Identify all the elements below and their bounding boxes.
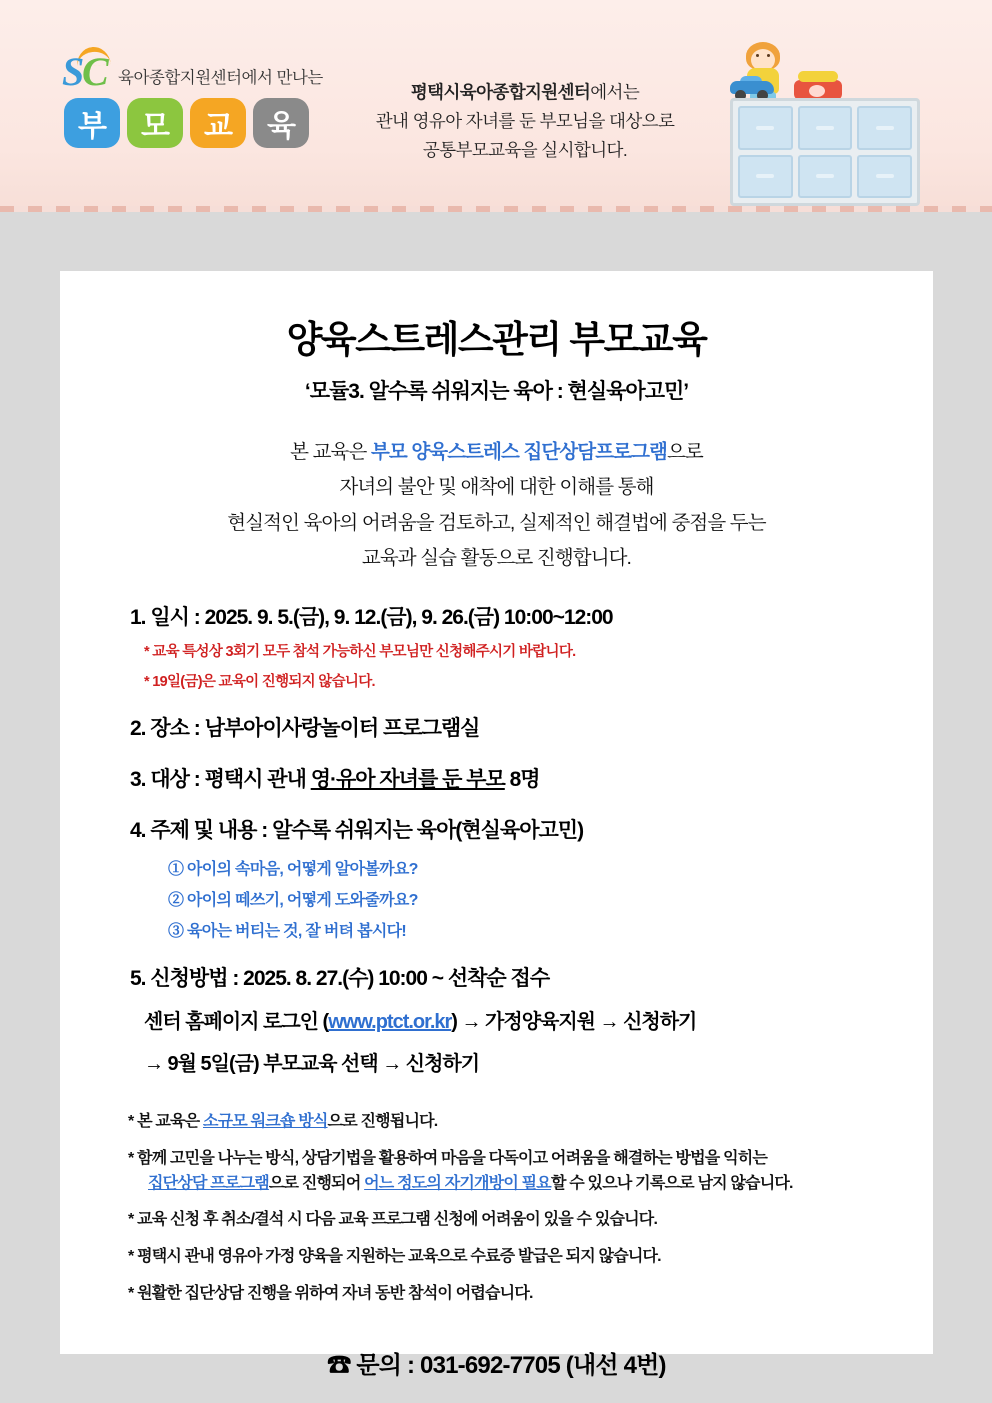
header-divider-stripe: [0, 206, 992, 212]
center-logo: [62, 50, 372, 148]
logo-bubbles: [64, 98, 372, 148]
intro-line-3: 현실적인 육아의 어려움을 검토하고, 실제적인 해결법에 중점을 두는: [227, 511, 766, 534]
logo-top-row: [62, 50, 372, 92]
detail-items: [106, 601, 887, 1076]
item-4-number: 4.: [130, 818, 146, 842]
logo-bubble-1: 부: [64, 98, 120, 148]
item-2-number: 2.: [130, 716, 146, 740]
item-1-number: 1.: [130, 605, 146, 629]
item-3-label-pre: 대상 : 평택시 관내: [150, 767, 311, 791]
apply-step-1-post: ) → 가정양육지원 → 신청하기: [451, 1010, 697, 1033]
logo-bubble-3: 교: [190, 98, 246, 148]
footnote-4: * 평택시 관내 영유아 가정 양육을 지원하는 교육으로 수료증 발급은 되지 않습니다.: [128, 1248, 661, 1266]
shelf-drawer: [738, 106, 793, 150]
footnote-1-pre: * 본 교육은: [128, 1112, 203, 1130]
header-intro-line-1: [330, 78, 720, 107]
header-intro-line-3: 공통부모교육을 실시합니다.: [422, 139, 628, 160]
logo-bubble-2: 모: [127, 98, 183, 148]
intro-line-1-post: 으로: [666, 441, 703, 463]
intro-line-4: 교육과 실습 활동으로 진행합니다.: [361, 547, 632, 570]
shelf-drawer: [857, 155, 912, 199]
header-banner: [0, 0, 992, 212]
apply-step-1-pre: 센터 홈페이지 로그인 (: [144, 1010, 329, 1033]
item-1-note-1: * 교육 특성상 3회기 모두 참석 가능하신 부모님만 신청해주시기 바랍니다.: [144, 643, 576, 660]
footnote-2-highlight-1: 집단상담 프로그램: [148, 1174, 269, 1192]
contact-line: ☎ 문의 : 031-692-7705 (내선 4번): [327, 1351, 666, 1379]
item-5-label: 신청방법 : 2025. 8. 27.(수) 10:00 ~ 선착순 접수: [150, 966, 550, 990]
footnotes: [106, 1110, 887, 1307]
item-4-label: 주제 및 내용 : 알수록 쉬워지는 육아(현실육아고민): [150, 818, 584, 842]
center-website-link[interactable]: www.ptct.or.kr: [328, 1010, 452, 1033]
item-place: [106, 712, 887, 742]
item-1-note-2: * 19일(금)은 교육이 진행되지 않습니다.: [144, 673, 375, 690]
sub-item-3: ③ 육아는 버티는 것, 잘 버텨 봅시다!: [168, 922, 406, 940]
center-name-suffix: 에서는: [590, 82, 640, 102]
page-subtitle: ‘모듈3. 알수록 쉬워지는 육아 : 현실육아고민’: [304, 380, 689, 403]
item-4-sublist: [106, 856, 887, 941]
intro-line-2: 자녀의 불안 및 애착에 대한 이해를 통해: [339, 476, 654, 499]
page-title: 양육스트레스관리 부모교육: [286, 319, 707, 360]
toy-car-icon: [730, 76, 774, 98]
header-intro-text: [330, 78, 720, 165]
item-2-label: 장소 : 남부아이사랑놀이터 프로그램실: [150, 716, 480, 740]
shelf-drawer: [798, 155, 853, 199]
sub-item-2: ② 아이의 떼쓰기, 어떻게 도와줄까요?: [168, 891, 418, 909]
shelf-body: [730, 98, 920, 206]
footnote-3: * 교육 신청 후 취소/결석 시 다음 교육 프로그램 신청에 어려움이 있을 수 있습니다.: [128, 1211, 658, 1229]
footnote-1-highlight: 소규모 워크숍 방식: [203, 1112, 328, 1130]
item-target: [106, 763, 887, 793]
toy-shelf-illustration: [730, 98, 920, 208]
footnote-1: [128, 1110, 887, 1135]
intro-highlight: 부모 양육스트레스 집단상담프로그램: [370, 441, 667, 463]
apply-step-1: [106, 1005, 887, 1034]
intro-line-1: [106, 435, 887, 470]
item-3-number: 3.: [130, 767, 146, 791]
sub-item-1: ① 아이의 속마음, 어떻게 알아볼까요?: [168, 860, 418, 878]
footnote-5: * 원활한 집단상담 진행을 위하여 자녀 동반 참석이 어렵습니다.: [128, 1284, 533, 1302]
shelf-drawer: [738, 155, 793, 199]
footnote-2-highlight-2: 어느 정도의 자기개방이 필요: [364, 1174, 551, 1192]
shelf-drawer: [857, 106, 912, 150]
item-3-label-underline: 영·유아 자녀를 둔 부모: [310, 767, 505, 791]
center-name-bold: 평택시육아종합지원센터: [410, 82, 591, 102]
item-3-label-post: 8명: [504, 767, 540, 791]
sc-logo-icon: S C: [62, 50, 112, 92]
footnote-2: [128, 1147, 887, 1197]
header-intro-line-2: 관내 영유아 자녀를 둔 부모님을 대상으로: [375, 110, 675, 131]
toy-phone-icon: [794, 68, 842, 100]
intro-paragraph: [106, 435, 887, 577]
footnote-2-mid: 으로 진행되어: [268, 1174, 365, 1192]
poster-card: [60, 271, 933, 1379]
item-5-number: 5.: [130, 966, 146, 990]
logo-bubble-4: 육: [253, 98, 309, 148]
apply-step-2: → 9월 5일(금) 부모교육 선택 → 신청하기: [144, 1052, 480, 1075]
intro-line-1-pre: 본 교육은: [290, 441, 371, 463]
footnote-2-post: 할 수 있으나 기록으로 남지 않습니다.: [550, 1174, 793, 1192]
footnote-1-post: 으로 진행됩니다.: [327, 1112, 438, 1130]
item-topic: [106, 814, 887, 844]
item-date: [106, 601, 887, 631]
footnote-2-text: * 함께 고민을 나누는 방식, 상담기법을 활용하여 마음을 다독이고 어려움을 해결하는 방법을 익히는: [128, 1149, 768, 1167]
shelf-drawer: [798, 106, 853, 150]
logo-tagline: 육아종합지원센터에서 만나는: [118, 69, 323, 87]
item-apply: [106, 962, 887, 992]
item-1-label: 일시 : 2025. 9. 5.(금), 9. 12.(금), 9. 26.(금) 10:00~12:00: [150, 605, 613, 629]
footnote-2-second-line: [128, 1172, 887, 1197]
